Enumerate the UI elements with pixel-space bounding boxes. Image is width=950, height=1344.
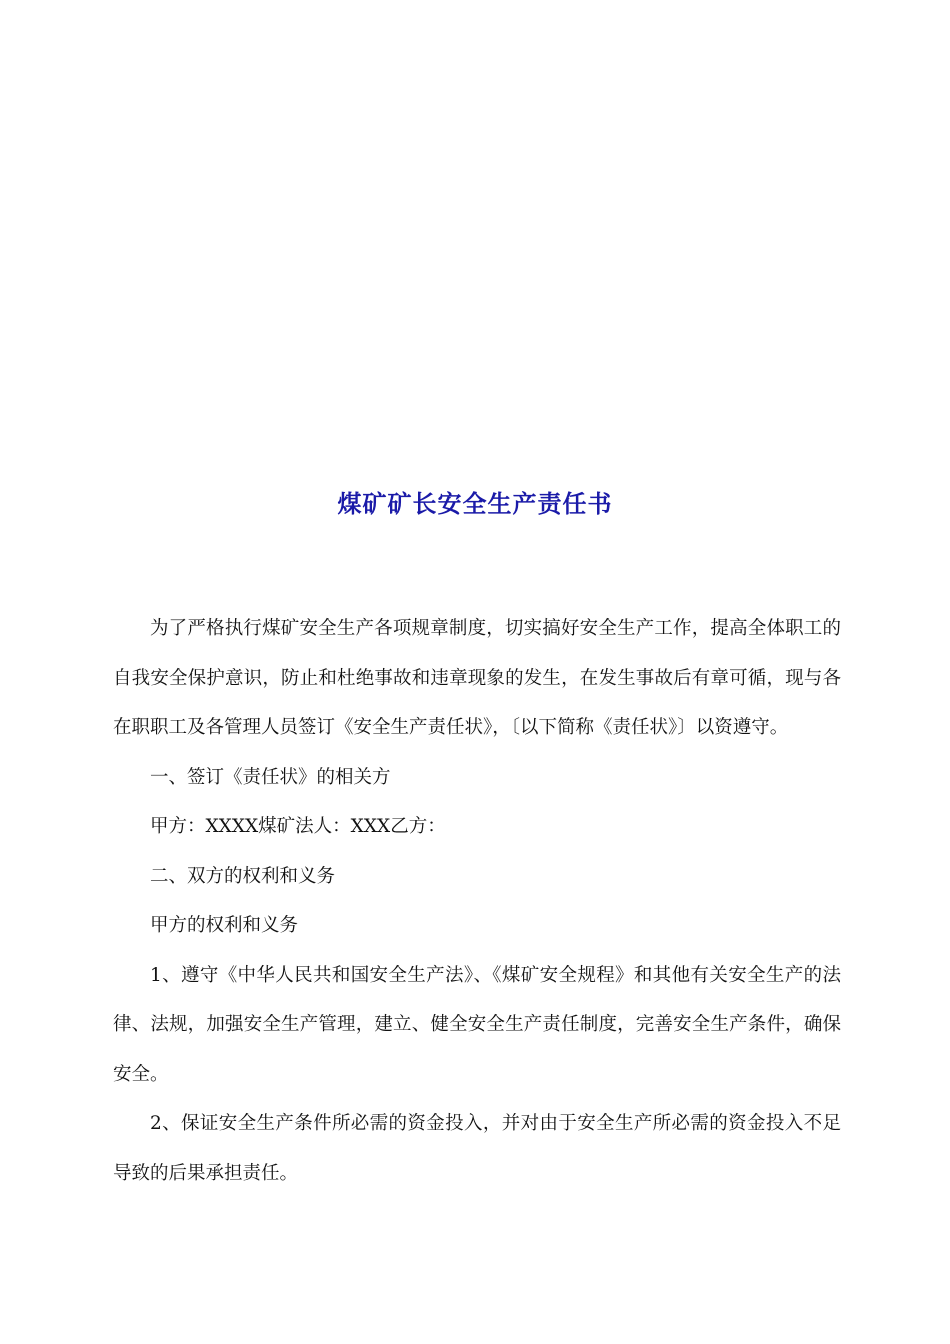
intro-paragraph: 为了严格执行煤矿安全生产各项规章制度，切实搞好安全生产工作，提高全体职工的自我安全保护意识，防止和杜绝事故和违章现象的发生，在发生事故后有章可循，现与各在职职工及各管理人员签订《安全生产责任状》，〔以下简称《责任状》〕以资遵守。 — [113, 618, 841, 738]
document-body — [113, 604, 841, 1198]
subheading-party-a: 甲方的权利和义务 — [150, 915, 299, 936]
document-title: 煤矿矿长安全生产责任书 — [337, 489, 613, 518]
clause-1: 1、遵守《中华人民共和国安全生产法》、《煤矿安全规程》和其他有关安全生产的法律、法规，加强安全生产管理，建立、健全安全生产责任制度，完善安全生产条件，确保安全。 — [113, 964, 841, 1085]
section-heading-rights: 二、双方的权利和义务 — [150, 865, 336, 887]
section-heading-parties: 一、签订《责任状》的相关方 — [150, 766, 391, 788]
parties-line: 甲方：XXXX煤矿法人：XXX乙方： — [150, 816, 446, 837]
clause-2: 2、保证安全生产条件所必需的资金投入，并对由于安全生产所必需的资金投入不足导致的后果承担责任。 — [113, 1113, 841, 1184]
